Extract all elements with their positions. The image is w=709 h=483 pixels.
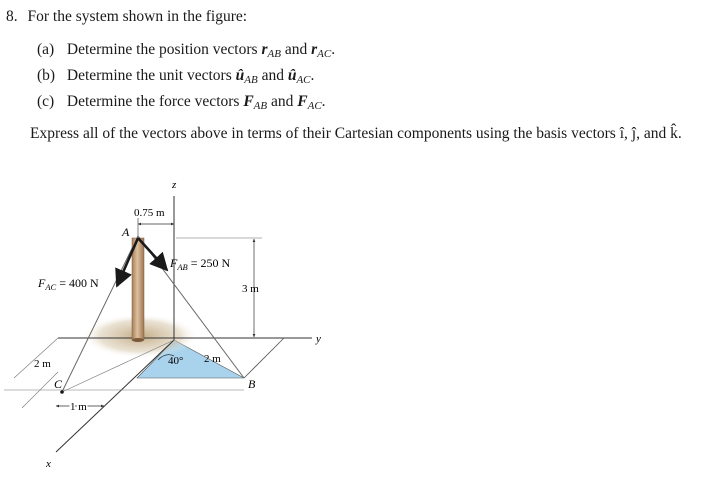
part-text: .	[331, 41, 336, 58]
vector-subscript: AC	[296, 74, 311, 86]
vector-subscript: AB	[253, 100, 268, 112]
dim-2m-b-label: 2 m	[204, 353, 221, 365]
part-text: .	[321, 93, 326, 110]
vector-symbol: F	[297, 93, 308, 110]
axis-x-label: x	[46, 458, 51, 470]
pole-base	[132, 338, 144, 342]
point-a-label: A	[122, 225, 130, 239]
dim-1m-label: 1 m	[70, 401, 87, 413]
problem-number: 8.	[6, 8, 18, 25]
force-ac-value: = 400 N	[59, 276, 99, 290]
vector-subscript: AC	[317, 48, 332, 60]
axis-y-label: y	[316, 333, 321, 345]
part-text: Determine the position vectors	[66, 41, 262, 58]
part-text: and	[280, 41, 312, 58]
force-ab-label	[169, 256, 231, 272]
instructions-paragraph: Express all of the vectors above in terms of their Cartesian components using the basis vectors î, ĵ, and k̂.	[30, 125, 682, 142]
x-axis	[56, 340, 174, 452]
dim-top-label: 0.75 m	[134, 207, 165, 219]
part-text: .	[310, 67, 315, 84]
vector-symbol: F	[243, 93, 254, 110]
dim-height-label: 3 m	[242, 283, 259, 295]
dim-2m-c-label: 2 m	[34, 358, 51, 370]
part-text: and	[257, 67, 288, 84]
b-dimension-line	[244, 338, 284, 378]
force-ab-symbol: F	[170, 256, 178, 270]
part-tag: (b)	[37, 67, 56, 84]
point-b-label: B	[248, 377, 256, 391]
part-tag: (a)	[37, 41, 55, 58]
part-tag: (c)	[37, 93, 55, 110]
force-ac-symbol: F	[38, 276, 46, 290]
part-text: and	[267, 93, 298, 110]
vector-symbol: û	[235, 67, 245, 84]
angle-label: 40°	[168, 355, 184, 367]
part-text: Determine the unit vectors	[66, 67, 236, 84]
axis-z-label: z	[172, 179, 177, 191]
vector-symbol: û	[287, 67, 297, 84]
force-ab-subscript: AB	[177, 262, 188, 272]
force-ac-label	[37, 276, 99, 292]
force-ab-value: = 250 N	[190, 256, 231, 270]
vector-symbol: r	[261, 41, 268, 58]
vector-subscript: AB	[267, 48, 281, 60]
pole	[132, 238, 144, 340]
part-text: Determine the force vectors	[66, 93, 244, 110]
cable-ac	[62, 236, 138, 392]
vector-subscript: AC	[307, 100, 322, 112]
problem-intro: For the system shown in the figure:	[27, 8, 248, 25]
vector-subscript: AB	[244, 74, 258, 86]
point-c-label: C	[54, 377, 63, 391]
force-ac-subscript: AC	[45, 282, 57, 292]
vector-symbol: r	[311, 41, 318, 58]
